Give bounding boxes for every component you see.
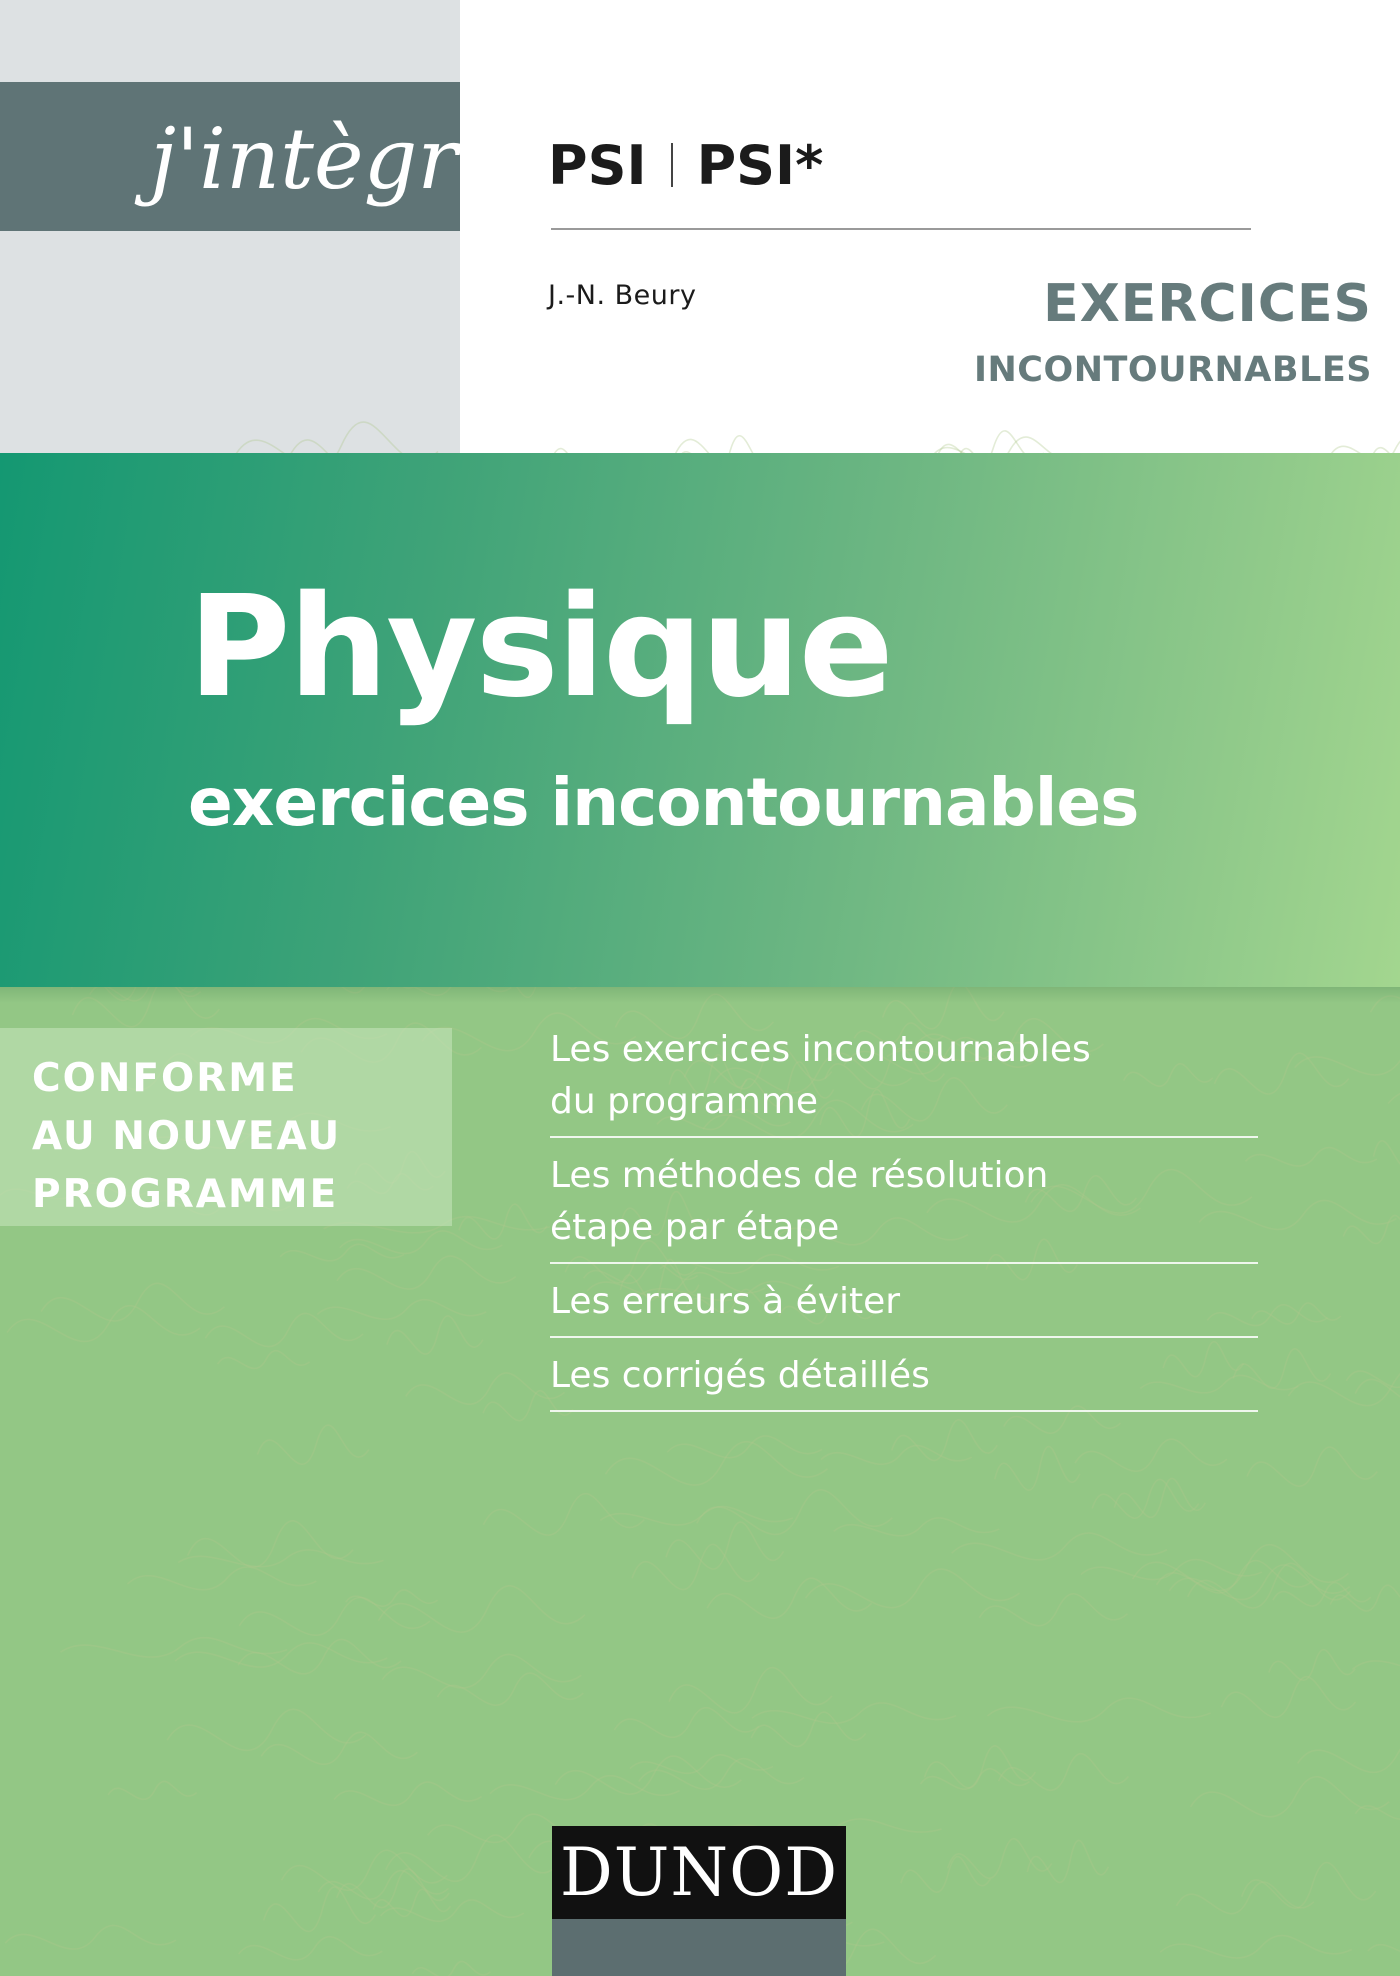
class-separator [671,143,673,187]
pattern-stroke [979,1594,1127,1626]
pattern-stroke [995,1447,1080,1491]
pattern-stroke [1191,1777,1390,1817]
feature-text: Les corrigés détaillés [550,1355,930,1396]
pattern-stroke [924,1746,1035,1788]
pattern-stroke [821,1446,972,1465]
pattern-stroke [1273,1583,1371,1606]
pattern-stroke [127,1567,316,1590]
pattern-stroke [381,1900,524,1921]
series-subtitle: INCONTOURNABLES [973,350,1372,390]
book-title: Physique [188,566,892,729]
pattern-stroke [1374,1124,1400,1167]
pattern-stroke [382,1654,581,1687]
pattern-stroke [205,1313,363,1346]
feature-item [550,1272,1258,1338]
pattern-stroke [167,1709,366,1750]
pattern-stroke [1352,1652,1400,1675]
feature-text: Les erreurs à éviter [550,1281,901,1322]
pattern-stroke [1346,1361,1400,1387]
pattern-stroke [605,1442,827,1485]
pattern-stroke [752,1703,956,1723]
pattern-stroke [412,1961,490,1976]
feature-text: étape par étape [550,1207,840,1248]
pattern-stroke [669,1668,832,1713]
pattern-stroke [806,1569,1020,1608]
divider [551,228,1251,230]
pattern-stroke [632,1544,759,1589]
book-subtitle: exercices incontournables [188,764,1139,841]
pattern-stroke [188,1521,353,1567]
pattern-stroke [1269,1650,1355,1680]
pattern-stroke [239,1937,383,1960]
pattern-stroke [1288,1367,1400,1405]
pattern-stroke [387,1316,483,1354]
pattern-stroke [1298,1736,1400,1772]
pattern-stroke [218,1351,310,1369]
pattern-stroke [1242,1862,1376,1908]
pattern-stroke [108,1781,197,1799]
pattern-stroke [261,1732,417,1764]
pattern-stroke [952,1533,1167,1560]
pattern-stroke [892,1420,998,1461]
pattern-stroke [337,1256,516,1289]
pattern-stroke [901,1857,991,1893]
pattern-stroke [1081,1560,1262,1580]
pattern-stroke [178,1550,383,1567]
title-band-shadow [0,987,1400,1003]
pattern-stroke [988,1698,1211,1722]
feature-item [550,1346,1258,1412]
pattern-stroke [697,1490,893,1535]
pattern-stroke [639,1759,804,1790]
pattern-stroke [386,1835,559,1881]
class-levels [548,132,823,198]
pattern-stroke [340,1231,503,1254]
pattern-stroke [948,1839,1052,1879]
pattern-stroke [921,1769,1030,1789]
pattern-stroke [1114,1478,1205,1517]
feature-text: du programme [550,1081,818,1122]
pattern-stroke [459,1204,547,1239]
pattern-stroke [7,1306,200,1342]
pattern-stroke [1343,1215,1400,1243]
series-logo-text: j'intègre [150,110,508,208]
class-level: PSI* [696,133,824,197]
class-level: PSI [548,133,647,197]
pattern-stroke [1027,1840,1108,1882]
pattern-stroke [667,1436,822,1458]
feature-item [550,1020,1258,1138]
pattern-stroke [1245,1148,1376,1166]
pattern-stroke [406,1373,565,1404]
pattern-stroke [317,1300,486,1320]
pattern-stroke [1092,1479,1199,1518]
pattern-stroke [666,1522,784,1569]
series-logo [146,80,508,240]
author-name: J.-N. Beury [548,280,697,311]
pattern-stroke [257,1425,368,1464]
pattern-stroke [1188,1563,1351,1608]
pattern-stroke [1221,1677,1355,1718]
pattern-stroke [707,1578,872,1618]
publisher-logo: DUNOD [552,1826,846,1919]
badge-line: CONFORME [32,1056,298,1101]
pattern-stroke [60,1638,287,1657]
pattern-stroke [1176,1882,1313,1914]
pattern-stroke [437,1673,583,1705]
pattern-stroke [751,1712,865,1747]
badge-line: AU NOUVEAU [32,1114,342,1159]
pattern-stroke [1247,1447,1377,1486]
series-title: EXERCICES [1043,274,1372,334]
feature-text: Les exercices incontournables [550,1029,1091,1070]
pattern-stroke [41,1283,224,1321]
pattern-stroke [5,1925,176,1949]
feature-text: Les méthodes de résolution [550,1155,1049,1196]
pattern-stroke [280,1244,404,1260]
pattern-stroke [1388,1078,1400,1112]
pattern-stroke [1075,1439,1227,1471]
feature-item [550,1146,1258,1264]
program-badge [0,1028,452,1226]
pattern-stroke [1160,1936,1352,1958]
feature-list [550,1020,1258,1420]
pattern-stroke [334,1782,482,1805]
badge-line: PROGRAMME [32,1172,339,1217]
publisher-bar [552,1826,846,1976]
pattern-stroke [1368,1938,1400,1956]
pattern-stroke [264,1887,376,1931]
